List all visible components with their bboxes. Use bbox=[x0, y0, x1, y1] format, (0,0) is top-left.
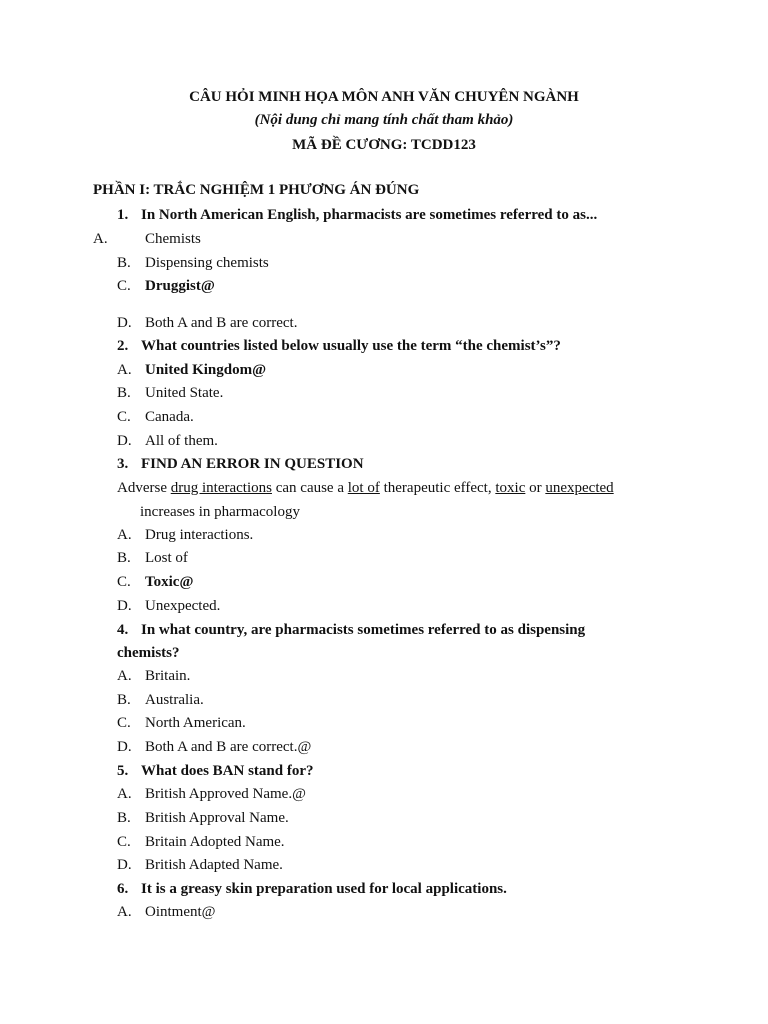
option-c bbox=[117, 573, 194, 591]
option-b bbox=[117, 809, 289, 827]
question-number: 6. bbox=[117, 881, 129, 897]
option-text: British Approved Name.@ bbox=[145, 786, 306, 802]
option-a bbox=[117, 667, 191, 685]
option-text: Both A and B are correct.@ bbox=[145, 739, 312, 755]
option-letter: B. bbox=[117, 550, 131, 566]
option-b bbox=[117, 384, 224, 402]
question-text: It is a greasy skin preparation used for local applications. bbox=[141, 881, 507, 897]
question-sentence bbox=[117, 479, 614, 497]
underlined-phrase: toxic bbox=[495, 480, 526, 496]
option-letter: C. bbox=[117, 834, 131, 850]
option-letter: C. bbox=[117, 278, 131, 294]
option-letter: A. bbox=[117, 668, 132, 684]
sentence-text: or bbox=[525, 480, 546, 496]
option-text: Australia. bbox=[145, 692, 204, 708]
question-text: FIND AN ERROR IN QUESTION bbox=[141, 456, 364, 472]
underlined-phrase: unexpected bbox=[545, 480, 614, 496]
question-number: 1. bbox=[117, 207, 129, 223]
option-c bbox=[117, 833, 285, 851]
option-letter: B. bbox=[117, 692, 131, 708]
option-letter: D. bbox=[117, 857, 132, 873]
option-a bbox=[93, 230, 201, 248]
option-a bbox=[117, 526, 254, 544]
question-number: 3. bbox=[117, 456, 129, 472]
question-number: 5. bbox=[117, 763, 129, 779]
question-number: 4. bbox=[117, 622, 129, 638]
sentence-text: therapeutic effect, bbox=[379, 480, 496, 496]
option-letter: A. bbox=[117, 904, 132, 920]
option-d bbox=[117, 314, 298, 332]
option-text: Both A and B are correct. bbox=[145, 315, 298, 331]
option-text: Britain. bbox=[145, 668, 191, 684]
question-4 bbox=[117, 621, 585, 639]
option-text: British Approval Name. bbox=[145, 810, 289, 826]
question-text: In North American English, pharmacists are sometimes referred to as... bbox=[141, 207, 598, 223]
section-heading: PHẦN I: TRẮC NGHIỆM 1 PHƯƠNG ÁN ĐÚNG bbox=[93, 182, 420, 198]
option-text-correct: Druggist@ bbox=[145, 278, 215, 294]
underlined-phrase: lot of bbox=[347, 480, 380, 496]
sentence-text: can cause a bbox=[271, 480, 348, 496]
option-text: Unexpected. bbox=[145, 598, 221, 614]
option-letter: B. bbox=[117, 255, 131, 271]
option-d bbox=[117, 597, 221, 615]
option-text: Canada. bbox=[145, 409, 194, 425]
option-b bbox=[117, 254, 269, 272]
option-c bbox=[117, 714, 246, 732]
option-b bbox=[117, 549, 188, 567]
question-2 bbox=[117, 337, 561, 355]
question-text: What does BAN stand for? bbox=[141, 763, 314, 779]
option-letter: B. bbox=[117, 385, 131, 401]
option-c bbox=[117, 408, 194, 426]
sentence-text: Adverse bbox=[117, 480, 171, 496]
option-text: North American. bbox=[145, 715, 246, 731]
option-text-correct: Toxic@ bbox=[145, 574, 194, 590]
option-letter: A. bbox=[93, 231, 108, 247]
option-letter: D. bbox=[117, 598, 132, 614]
option-text: Drug interactions. bbox=[145, 527, 254, 543]
option-letter: C. bbox=[117, 715, 131, 731]
option-c bbox=[117, 277, 215, 295]
document-code: MÃ ĐỀ CƯƠNG: TCDD123 bbox=[292, 137, 476, 153]
option-a bbox=[117, 903, 216, 921]
option-a bbox=[117, 785, 306, 803]
question-text: What countries listed below usually use the term “the chemist’s”? bbox=[141, 338, 561, 354]
option-text: Chemists bbox=[145, 231, 201, 247]
option-text: Lost of bbox=[145, 550, 188, 566]
question-5 bbox=[117, 762, 314, 780]
option-a bbox=[117, 361, 267, 379]
option-letter: A. bbox=[117, 786, 132, 802]
question-number: 2. bbox=[117, 338, 129, 354]
option-text: Ointment@ bbox=[145, 904, 216, 920]
document-title: CÂU HỎI MINH HỌA MÔN ANH VĂN CHUYÊN NGÀNH bbox=[189, 89, 579, 105]
option-letter: D. bbox=[117, 433, 132, 449]
option-letter: A. bbox=[117, 527, 132, 543]
option-d bbox=[117, 738, 312, 756]
option-letter: A. bbox=[117, 362, 132, 378]
question-3 bbox=[117, 455, 364, 473]
option-letter: D. bbox=[117, 315, 132, 331]
option-b bbox=[117, 691, 204, 709]
option-text: Britain Adopted Name. bbox=[145, 834, 285, 850]
underlined-phrase: drug interactions bbox=[170, 480, 272, 496]
option-text: All of them. bbox=[145, 433, 218, 449]
option-d bbox=[117, 432, 218, 450]
question-sentence-continued: increases in pharmacology bbox=[140, 504, 300, 520]
option-letter: D. bbox=[117, 739, 132, 755]
question-6 bbox=[117, 880, 507, 898]
option-letter: B. bbox=[117, 810, 131, 826]
question-1 bbox=[117, 206, 597, 224]
option-text-correct: United Kingdom@ bbox=[145, 362, 267, 378]
question-text: In what country, are pharmacists sometimes referred to as dispensing bbox=[141, 622, 586, 638]
option-text: United State. bbox=[145, 385, 224, 401]
option-d bbox=[117, 856, 283, 874]
option-text: British Adapted Name. bbox=[145, 857, 283, 873]
document-subtitle: (Nội dung chỉ mang tính chất tham khảo) bbox=[254, 112, 514, 128]
option-letter: C. bbox=[117, 409, 131, 425]
question-text-continued: chemists? bbox=[117, 645, 180, 661]
option-letter: C. bbox=[117, 574, 131, 590]
option-text: Dispensing chemists bbox=[145, 255, 269, 271]
